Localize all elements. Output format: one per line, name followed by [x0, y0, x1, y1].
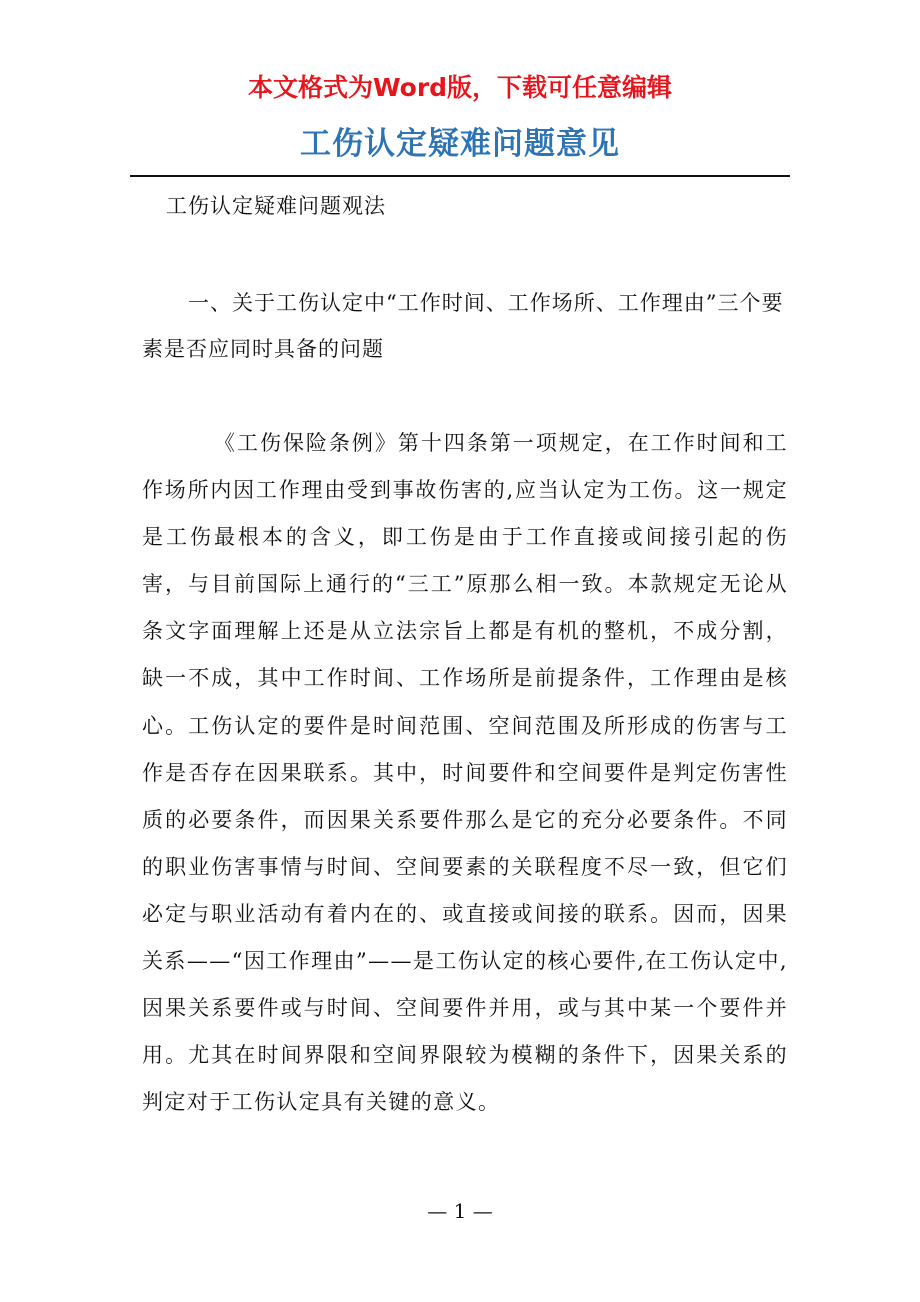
document-title: 工伤认定疑难问题意见: [300, 126, 620, 162]
section-heading: 一、关于工伤认定中“工作时间、工作场所、工作理由”三个要素是否应同时具备的问题: [142, 291, 784, 361]
page-number: — 1 —: [427, 1199, 493, 1223]
title-divider: [130, 175, 790, 177]
body-paragraph: 《工伤保险条例》第十四条第一项规定，在工作时间和工作场所内因工作理由受到事故伤害的,应当认定为工伤。这一规定是工伤最根本的含义，即工伤是由于工作直接或间接引起的伤害，与目前国际上通行的“三工”原那么相一致。本款规定无论从条文字面理解上还是从立法宗旨上都是有机的整机，不成分割，缺一不成，其中工作时间、工作场所是前提条件，工作理由是核心。工伤认定的要件是时间范围、空间范围及所形成的伤害与工作是否存在因果联系。其中，时间要件和空间要件是判定伤害性质的必要条件，而因果关系要件那么是它的充分必要条件。不同的职业伤害事情与时间、空间要素的关联程度不尽一致，但它们必定与职业活动有着内在的、或直接或间接的联系。因而，因果关系——“因工作理由”——是工伤认定的核心要件,在工伤认定中,因果关系要件或与时间、空间要件并用，或与其中某一个要件并用。尤其在时间界限和空间界限较为模糊的条件下，因果关系的判定对于工伤认定具有关键的意义。: [142, 431, 788, 1115]
document-subtitle: 工伤认定疑难问题观法: [166, 194, 386, 218]
format-notice-banner: 本文格式为Word版，下载可任意编辑: [247, 73, 673, 102]
